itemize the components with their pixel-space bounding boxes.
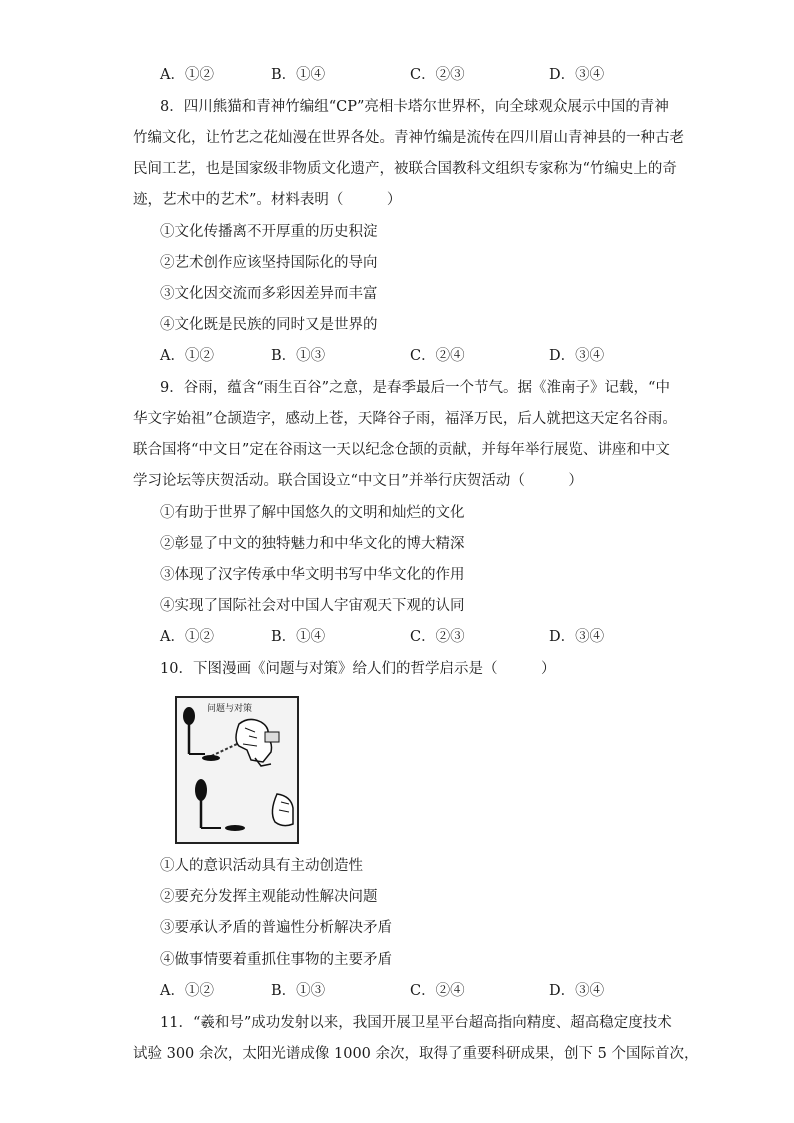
q8-stem-line-1: 8．四川熊猫和青神竹编组“CP”亮相卡塔尔世界杯，向全球观众展示中国的青神	[160, 99, 669, 115]
cartoon-caption: 问题与对策	[207, 704, 253, 714]
q10-item-4: ④做事情要着重抓住事物的主要矛盾	[160, 952, 392, 968]
q8-item-3: ③文化因交流而多彩因差异而丰富	[160, 286, 378, 302]
option-a: A．①②	[160, 629, 214, 645]
cartoon-image	[175, 696, 299, 844]
q8-stem-line-3: 民间工艺，也是国家级非物质文化遗产，被联合国教科文组织专家称为“竹编史上的奇	[133, 161, 677, 177]
q9-stem-line-4: 学习论坛等庆贺活动。联合国设立“中文日”并举行庆贺活动（ ）	[133, 473, 583, 489]
q8-item-4: ④文化既是民族的同时又是世界的	[160, 317, 378, 333]
q7-options	[160, 65, 720, 85]
option-d: D．③④	[549, 67, 605, 83]
q8-stem-line-2: 竹编文化，让竹艺之花灿漫在世界各处。青神竹编是流传在四川眉山青神县的一种古老	[133, 130, 684, 146]
q8-item-1: ①文化传播离不开厚重的历史积淀	[160, 224, 378, 240]
q11-stem-line-1: 11．“羲和号”成功发射以来，我国开展卫星平台超高指向精度、超高稳定度技术	[160, 1015, 672, 1031]
option-c: C．②③	[410, 629, 465, 645]
q10-options	[160, 981, 720, 1001]
q9-item-3: ③体现了汉字传承中华文明书写中华文化的作用	[160, 567, 465, 583]
option-d: D．③④	[549, 983, 605, 999]
option-b: B．①④	[271, 67, 326, 83]
option-a: A．①②	[160, 67, 214, 83]
option-a: A．①②	[160, 348, 214, 364]
option-c: C．②④	[410, 348, 465, 364]
q10-item-2: ②要充分发挥主观能动性解决问题	[160, 889, 378, 905]
q9-stem-line-3: 联合国将“中文日”定在谷雨这一天以纪念仓颉的贡献，并每年举行展览、讲座和中文	[133, 442, 670, 458]
q8-options	[160, 346, 720, 366]
q10-item-1: ①人的意识活动具有主动创造性	[160, 858, 363, 874]
option-b: B．①③	[271, 983, 326, 999]
option-c: C．②③	[410, 67, 465, 83]
option-d: D．③④	[549, 348, 605, 364]
cartoon-drawing	[177, 698, 297, 842]
q11-stem-line-2: 试验 300 余次，太阳光谱成像 1000 余次，取得了重要科研成果，创下 5 个国际首次，	[133, 1046, 699, 1062]
q10-item-3: ③要承认矛盾的普遍性分析解决矛盾	[160, 920, 392, 936]
q9-item-1: ①有助于世界了解中国悠久的文明和灿烂的文化	[160, 505, 465, 521]
option-a: A．①②	[160, 983, 214, 999]
option-c: C．②④	[410, 983, 465, 999]
q9-item-4: ④实现了国际社会对中国人宇宙观天下观的认同	[160, 598, 465, 614]
q8-stem-line-4: 迹，艺术中的艺术”。材料表明（ ）	[133, 192, 402, 208]
q9-item-2: ②彰显了中文的独特魅力和中华文化的博大精深	[160, 536, 465, 552]
q10-stem: 10．下图漫画《问题与对策》给人们的哲学启示是（ ）	[160, 661, 556, 677]
q9-options	[160, 627, 720, 647]
q8-item-2: ②艺术创作应该坚持国际化的导向	[160, 255, 378, 271]
option-d: D．③④	[549, 629, 605, 645]
option-b: B．①③	[271, 348, 326, 364]
q9-stem-line-1: 9．谷雨，蕴含“雨生百谷”之意，是春季最后一个节气。据《淮南子》记载，“中	[160, 380, 670, 396]
option-b: B．①④	[271, 629, 326, 645]
q9-stem-line-2: 华文字始祖”仓颉造字，感动上苍，天降谷子雨，福泽万民，后人就把这天定名谷雨。	[133, 411, 677, 427]
